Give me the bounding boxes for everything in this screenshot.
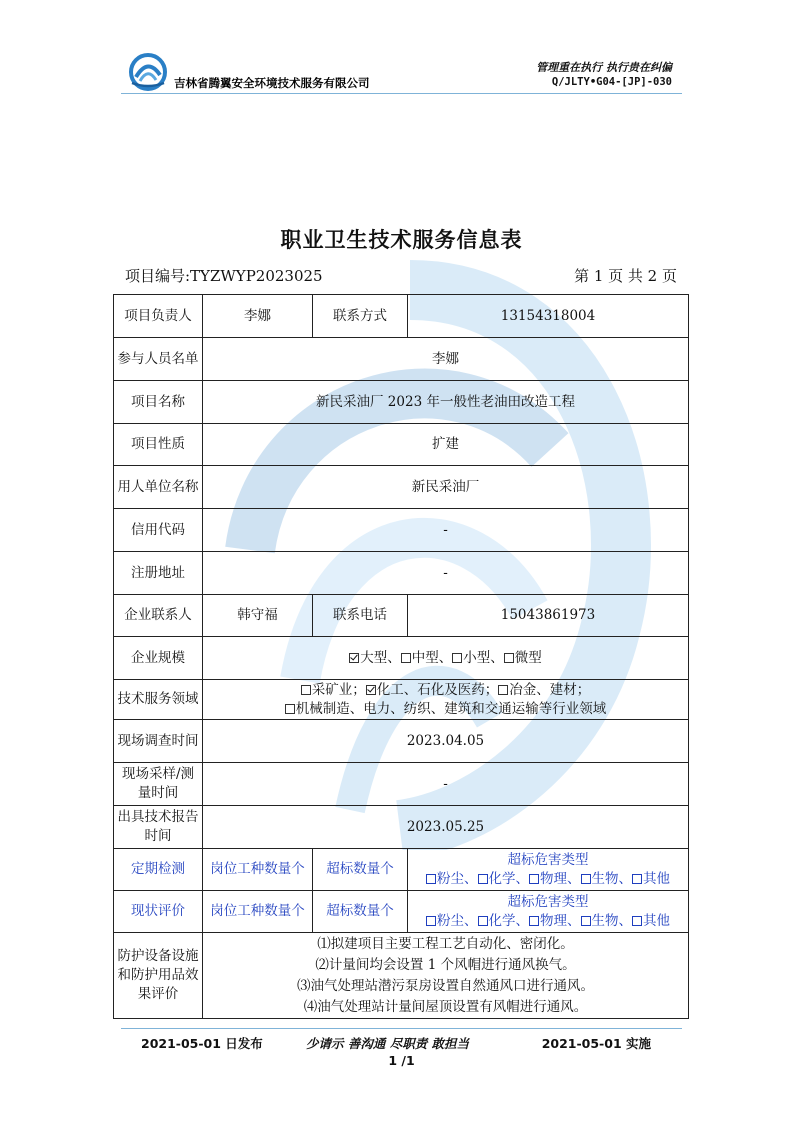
status-over-count: 超标数量个 [313, 891, 408, 933]
field-metallurgy-label: 冶金、建材； [509, 681, 591, 698]
scale-small-label: 小型、 [463, 649, 504, 666]
label-leader: 项目负责人 [114, 295, 203, 338]
status-hazard-title: 超标危害类型 [507, 893, 589, 910]
checkbox-other-2[interactable] [632, 916, 642, 926]
label-address: 注册地址 [114, 552, 203, 595]
measure-item: ⑵计量间均会设置 1 个风帽进行通风换气。 [315, 956, 576, 973]
label-survey-time: 现场调查时间 [114, 720, 203, 763]
value-address: - [203, 552, 689, 595]
checkbox-metallurgy[interactable] [498, 685, 508, 695]
label-enterprise-contact: 企业联系人 [114, 595, 203, 637]
hazard-chem-label: 化学、 [488, 912, 529, 929]
label-members: 参与人员名单 [114, 338, 203, 381]
checkbox-chem-2[interactable] [478, 916, 488, 926]
protection-measures [203, 933, 689, 1019]
value-report-time: 2023.05.25 [203, 806, 689, 849]
label-credit-code: 信用代码 [114, 509, 203, 552]
checkbox-other[interactable] [632, 874, 642, 884]
hazard-dust-label: 粉尘、 [437, 912, 478, 929]
info-table [113, 294, 689, 1019]
hazard-bio-label: 生物、 [591, 912, 632, 929]
hazard-bio-label: 生物、 [591, 870, 632, 887]
label-protection-eval: 防护设备设施和防护用品效果评价 [114, 933, 203, 1019]
hazard-other-label: 其他 [643, 912, 670, 929]
label-scale: 企业规模 [114, 637, 203, 680]
label-project-nature: 项目性质 [114, 424, 203, 466]
value-project-name: 新民采油厂 2023 年一般性老油田改造工程 [203, 381, 689, 424]
field-mining-label: 采矿业； [311, 681, 366, 698]
checkbox-small[interactable] [452, 653, 462, 663]
project-number: 项目编号:TYZWYP2023025 [125, 267, 323, 285]
value-phone: 15043861973 [408, 595, 689, 637]
hazard-other-label: 其他 [643, 870, 670, 887]
periodic-post-count: 岗位工种数量个 [203, 849, 313, 891]
checkbox-dust[interactable] [426, 874, 436, 884]
label-employer: 用人单位名称 [114, 466, 203, 509]
company-logo [128, 53, 168, 91]
label-phone: 联系电话 [313, 595, 408, 637]
hazard-phys-label: 物理、 [540, 912, 581, 929]
checkbox-medium[interactable] [401, 653, 411, 663]
hazard-dust-label: 粉尘、 [437, 870, 478, 887]
implement-date: 2021-05-01 实施 [541, 1036, 651, 1051]
label-contact: 联系方式 [313, 295, 408, 338]
label-service-field: 技术服务领域 [114, 680, 203, 720]
checkbox-chemical[interactable] [366, 685, 376, 695]
checkbox-phys-2[interactable] [529, 916, 539, 926]
checkbox-mining[interactable] [301, 685, 311, 695]
checkbox-chem[interactable] [478, 874, 488, 884]
checkbox-phys[interactable] [529, 874, 539, 884]
value-credit-code: - [203, 509, 689, 552]
periodic-hazard-title: 超标危害类型 [507, 851, 589, 868]
value-project-nature: 扩建 [203, 424, 689, 466]
page-info: 第 1 页 共 2 页 [574, 267, 677, 285]
value-members: 李娜 [203, 338, 689, 381]
header-slogan: 管理重在执行 执行贵在纠偏 [536, 61, 672, 74]
value-contact: 13154318004 [408, 295, 689, 338]
periodic-hazard-types [408, 849, 689, 891]
label-status-eval: 现状评价 [114, 891, 203, 933]
value-sampling-time: - [203, 763, 689, 806]
measure-item: ⑶油气处理站潜污泵房设置自然通风口进行通风。 [297, 977, 594, 994]
scale-medium-label: 中型、 [411, 649, 453, 666]
value-employer: 新民采油厂 [203, 466, 689, 509]
footer-motto: 少请示 善沟通 尽职责 敢担当 [306, 1036, 470, 1051]
checkbox-micro[interactable] [504, 653, 514, 663]
status-post-count: 岗位工种数量个 [203, 891, 313, 933]
hazard-chem-label: 化学、 [488, 870, 529, 887]
measure-item: ⑴拟建项目主要工程工艺自动化、密闭化。 [317, 935, 574, 952]
status-hazard-types [408, 891, 689, 933]
checkbox-dust-2[interactable] [426, 916, 436, 926]
scale-options [203, 637, 689, 680]
company-name: 吉林省腾翼安全环境技术服务有限公司 [174, 76, 370, 90]
scale-micro-label: 微型 [514, 649, 542, 666]
checkbox-manufacturing[interactable] [285, 704, 295, 714]
value-survey-time: 2023.04.05 [203, 720, 689, 763]
document-code: Q/JLTY•G04-[JP]-030 [551, 76, 672, 88]
checkbox-bio[interactable] [581, 874, 591, 884]
label-project-name: 项目名称 [114, 381, 203, 424]
label-sampling-time: 现场采样/测量时间 [114, 763, 203, 806]
measure-item: ⑷油气处理站计量间屋顶设置有风帽进行通风。 [303, 998, 588, 1015]
periodic-over-count: 超标数量个 [313, 849, 408, 891]
label-report-time: 出具技术报告时间 [114, 806, 203, 849]
value-enterprise-contact: 韩守福 [203, 595, 313, 637]
publish-date: 2021-05-01 日发布 [141, 1036, 263, 1051]
hazard-phys-label: 物理、 [540, 870, 581, 887]
checkbox-large[interactable] [349, 653, 359, 663]
header-divider [121, 93, 682, 94]
checkbox-bio-2[interactable] [581, 916, 591, 926]
field-chemical-label: 化工、石化及医药； [376, 681, 499, 698]
label-periodic-test: 定期检测 [114, 849, 203, 891]
footer-divider [121, 1028, 682, 1029]
scale-large-label: 大型、 [360, 649, 401, 666]
footer-page-number: 1 /1 [388, 1053, 415, 1068]
service-field-options [203, 680, 689, 720]
field-manufacturing-label: 机械制造、电力、纺织、建筑和交通运输等行业领域 [295, 700, 607, 717]
value-leader: 李娜 [203, 295, 313, 338]
page-title: 职业卫生技术服务信息表 [280, 228, 523, 252]
